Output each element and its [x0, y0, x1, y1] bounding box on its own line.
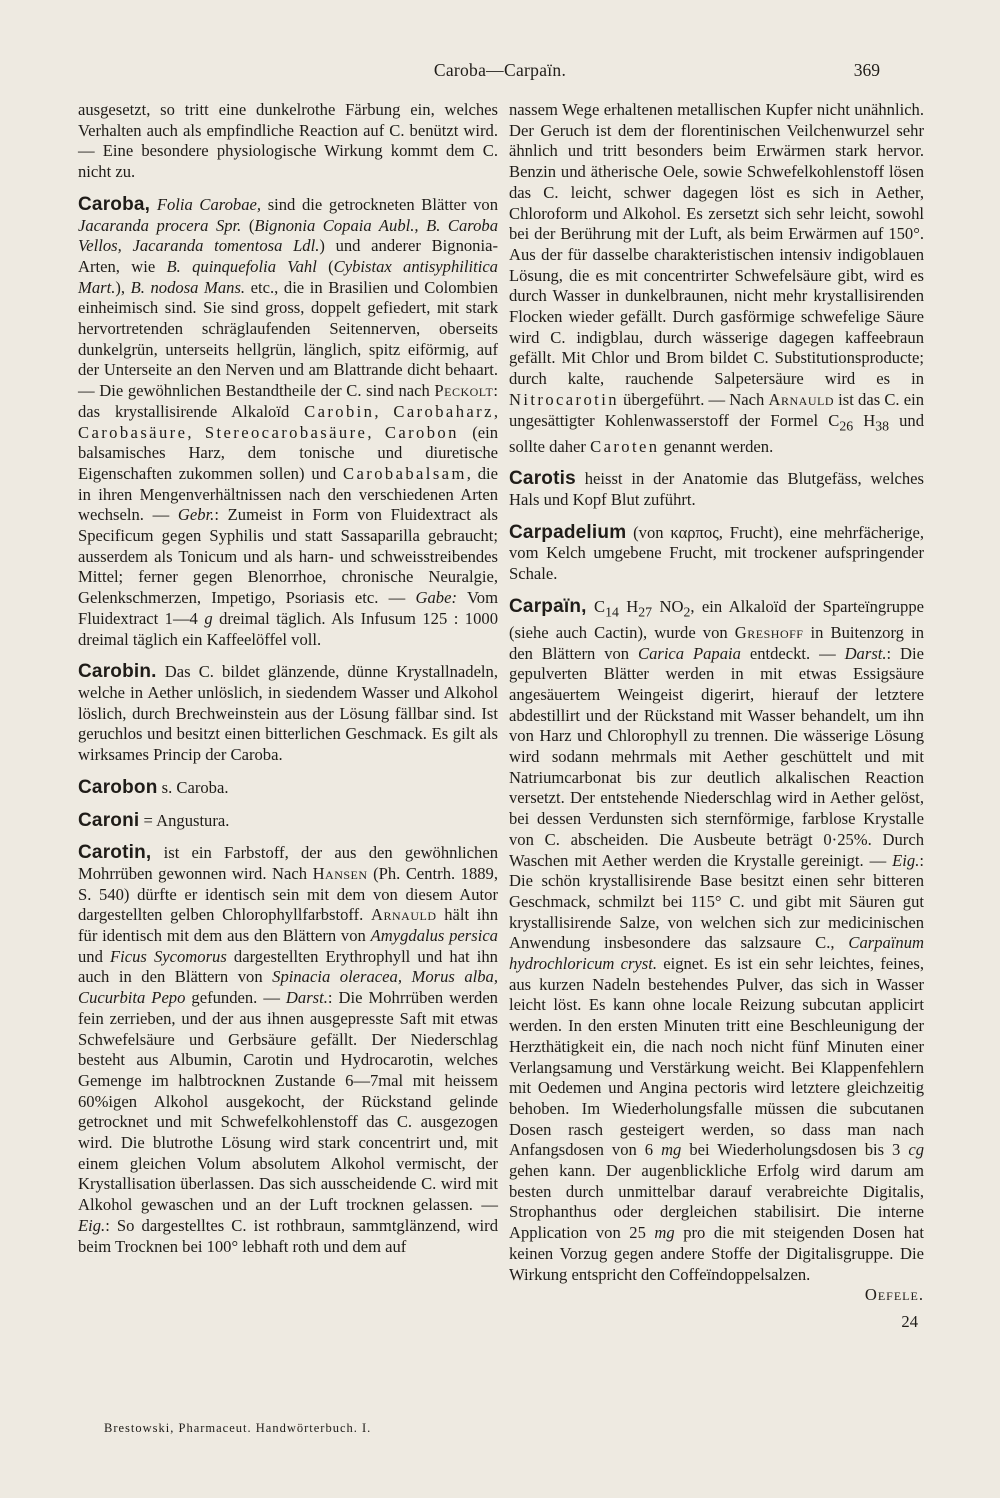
entry-carpain: Carpaïn, $C_{14}$ $H_{27}$ $NO_2$, ein Alkaloïd der Sparteïngruppe (siehe auch Cactin), wurde von Greshoff in Buitenzorg in den Blättern von Carica Papaia entdeckt. — Darst.: Die gepulverten Blätter werden in mit etwas Essigsäure angesäuertem Weingeist digerirt, hierauf der letztere abdestillirt und der Rückstand mit Wasser behandelt, um ihn von Harz und Chlorophyll zu trennen. Die wässerige Lösung wird sodann mehrmals mit Aether geschüttelt und mit Natriumcarbonat bis zur deutlich alkalischen Reaction versetzt. Der entstehende Niederschlag wird in Aether gelöst, bei dessen Verdunsten sich sternförmige, farblose Krystalle von C. abscheiden. Die Ausbeute beträgt 0·25%. Durch Waschen mit Aether werden die Krystalle gereinigt. — Eig.: Die schön krystallisirende Base besitzt einen sehr bitteren Geschmack, schmilzt bei 115° C. und gibt mit Säuren gut krystallisirende Salze, von welchen sich zur medicinischen Anwendung insbesondere das salzsaure C., Carpaïnum hydrochloricum cryst. eignet. Es ist ein sehr leichtes, feines, aus kurzen Nadeln bestehendes Pulver, das sich in Wasser leicht löst. Es kann ohne locale Reizung subcutan applicirt werden. In den ersten Minuten tritt eine Beschleunigung der Herzthätigkeit ein, die nach noch nicht fünf Minuten einer Verlangsamung und Verstärkung weicht. Bei Klappenfehlern mit Oedemen und Angina pectoris wird letztere gleichzeitig behoben. Im Wiederholungsfalle müssen die subcutanen Dosen rasch gesteigert werden, so dass man nach Anfangsdosen von 6 mg bei Wiederholungsdosen bis 3 cg gehen kann. Der augenblickliche Erfolg wird darum am besten durch unmittelbar darauf verabreichte Digitalis, Strophanthus oder dergleichen stabilisirt. Die interne Application von 25 mg pro die mit steigenden Dosen hat keinen Vorzug gegen andere Stoffe der Digitalisgruppe. Die Wirkung entspricht den Coffeïndoppelsalzen. [509, 595, 925, 1284]
left-column [78, 100, 498, 1257]
running-title: Caroba—Carpaïn. [433, 60, 567, 80]
entry-heading-carotin: Carotin, [78, 842, 152, 864]
entry-caroba: Caroba, Folia Carobae, sind die getrockneten Blätter von Jacaranda procera Spr. (Bignonia Copaia Aubl., B. Caroba Vellos, Jacaranda tomentosa Ldl.) und anderer Bignonia-Arten, wie B. quinquefolia Vahl (Cybistax antisyphilitica Mart.), B. nodosa Mans. etc., die in Brasilien und Colombien einheimisch sind. Sie sind gross, doppelt gefiedert, mit stark hervortretenden schräglaufenden Seitennerven, oberseits dunkelgrün, unterseits hellgrün, länglich, spitz eiförmig, auf der Unterseite an den Nerven und am Blattrande dicht behaart. — Die gewöhnlichen Bestandtheile der C. sind nach Peckolt: das krystallisirende Alkaloïd Carobin, Carobaharz, Carobasäure, Stereocarobasäure, Carobon (ein balsamisches Harz, dem tonische und diuretische Eigenschaften zukommen sollen) und Carobabalsam, die in ihren Mengenverhältnissen nach den verschiedenen Arten wechseln. — Gebr.: Zumeist in Form von Fluidextract als Specificum gegen Syphilis und statt Sassaparilla gebraucht; ausserdem als Tonicum und als harn- und schweisstreibendes Mittel; ferner gegen Blenorrhoe, chronische Neuralgie, Gelenkschmerzen, Impetigo, Psoriasis etc. — Gabe: Vom Fluidextract 1—4 g dreimal täglich. Als Infusum 125 : 1000 dreimal täglich ein Kaffeelöffel voll. [78, 193, 499, 649]
author-signature: Oefele. [864, 1285, 924, 1305]
running-header [0, 60, 1000, 84]
entry-heading-caroba: Caroba, [78, 193, 151, 215]
entry-carobin: Carobin. Das C. bildet glänzende, dünne Krystallnadeln, welche in Aether unlöslich, in siedendem Wasser und Alkohol löslich, durch Brechweinstein aus der Lösung fällbar sind. Ist geruchlos und besitzt einen bitterlichen Geschmack. Es gilt als wirksames Princip der Caroba. [78, 661, 498, 765]
entry-heading-carobon: Carobon [78, 776, 158, 798]
entry-heading-carpain: Carpaïn, [509, 595, 587, 617]
author-name: Arnauld [371, 905, 437, 925]
entry-heading-carobin: Carobin. [78, 661, 157, 683]
entry-carpadelium: Carpadelium (von καρπος, Frucht), eine mehrfächerige, vom Kelch umgebene Frucht, mit trockener aufspringender Schale. [509, 521, 924, 584]
page-number: 369 [853, 60, 880, 80]
entry-heading-carotis: Carotis [509, 468, 576, 490]
footer-imprint: Brestowski, Pharmaceut. Handwörterbuch. I. [104, 1421, 372, 1435]
entry-carotis: Carotis heisst in der Anatomie das Blutgefäss, welches Hals und Kopf Blut zuführt. [509, 468, 924, 509]
author-name: Greshoff [734, 622, 804, 642]
author-name: Peckolt [434, 381, 494, 401]
author-name: Hansen [312, 863, 368, 883]
entry-heading-caroni: Caroni [78, 809, 140, 831]
right-column [509, 100, 924, 1333]
entry-carotin-continued: nassem Wege erhaltenen metallischen Kupfer nicht unähnlich. Der Geruch ist dem der florentinischen Veilchenwurzel sehr ähnlich und tritt besonders beim Erwärmen stark hervor. Benzin und ätherische Oele, sowie Schwefelkohlenstoff lösen das C. leicht, schwer dagegen löst es sich in Aether, Chloroform und Alkohol. Es zersetzt sich sehr leicht, sowohl bei der Berührung mit der Luft, als beim Erwärmen auf 150°. Aus der für dasselbe charakteristischen intensiv indigoblauen Lösung, die es mit concentrirter Schwefelsäure gibt, wird es durch Wasser in dunkelbraunen, nicht mehr krystallisirenden Flocken wieder gefällt. Durch gasförmige schwefelige Säure wird C. indigblau, durch wässerige dagegen kaffeebraun gefällt. Mit Chlor und Brom bildet C. Substitutionsproducte; durch kalte, rauchende Salpetersäure wird es in Nitrocarotin übergeführt. — Nach Arnauld ist das C. ein ungesättigter Kohlenwasserstoff der Formel $C_{26}$ $H_{38}$ und sollte daher Caroten genannt werden. [509, 100, 924, 456]
continued-paragraph: ausgesetzt, so tritt eine dunkelrothe Färbung ein, welches Verhalten auch als empfindliche Reaction auf C. benützt wird. — Eine besondere physiologische Wirkung kommt dem C. nicht zu. [78, 100, 498, 182]
sheet-number: 24 [901, 1312, 918, 1331]
author-name: Arnauld [768, 389, 834, 409]
entry-carotin: Carotin, ist ein Farbstoff, der aus den gewöhnlichen Mohrrüben gewonnen wird. Nach Hansen (Ph. Centrh. 1889, S. 540) dürfte er identisch sein mit dem von diesem Autor dargestellten gelben Chlorophyllfarbstoff. Arnauld hält ihn für identisch mit dem aus den Blättern von Amygdalus persica und Ficus Sycomorus dargestellten Erythrophyll und hat ihn auch in den Blättern von Spinacia oleracea, Morus alba, Cucurbita Pepo gefunden. — Darst.: Die Mohrrüben werden fein zerrieben, und der aus ihnen ausgepresste Saft mit etwas Schwefelsäure und Gerbsäure gefällt. Der Niederschlag besteht aus Albumin, Carotin und Hydrocarotin, welches Gemenge im halbtrocknen Zustande 6—7mal mit heissem 60%igen Alkohol ausgekocht, der Rückstand gelinde getrocknet und mit Schwefelkohlenstoff das C. ausgezogen wird. Die blutrothe Lösung wird stark concentrirt und, mit einem gleichen Volum absolutem Alkohol vermischt, der Krystallisation überlassen. Das sich ausscheidende C. wird mit Alkohol gewaschen und an der Luft trocknen gelassen. — Eig.: So dargestelltes C. ist rothbraun, sammtglänzend, wird beim Trocknen bei 100° lebhaft roth und dem auf [78, 842, 499, 1256]
entry-heading-carpadelium: Carpadelium [509, 521, 627, 543]
entry-carobon: Carobon s. Caroba. [78, 776, 229, 798]
entry-caroni: Caroni = Angustura. [78, 809, 230, 831]
